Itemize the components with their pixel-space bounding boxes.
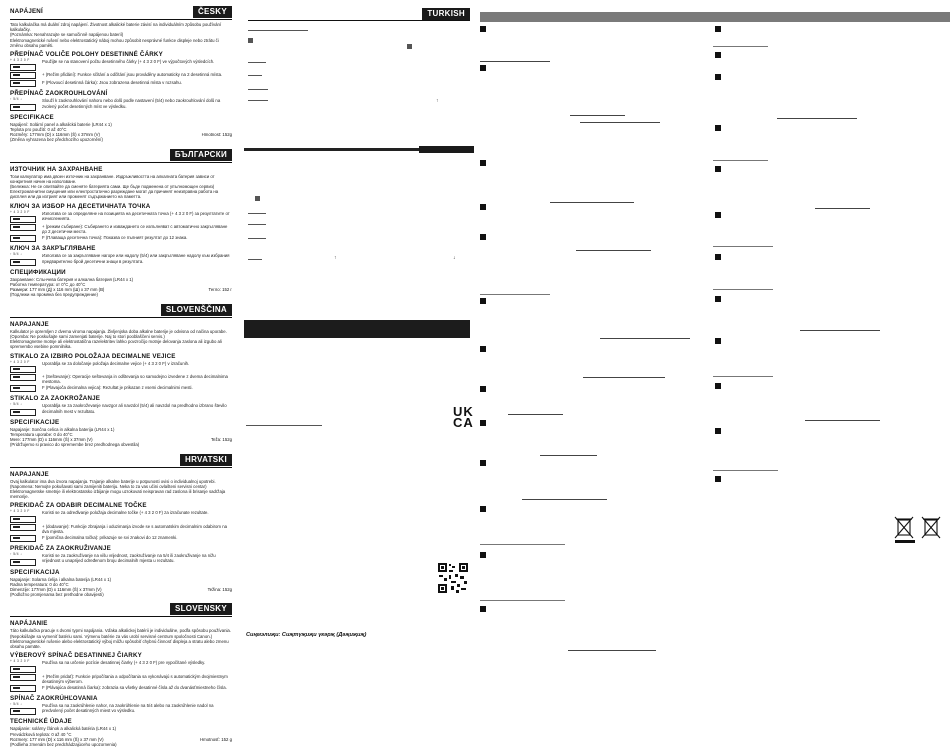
rounding-switch-icon: [10, 708, 36, 715]
decimal-switch-icon: [10, 224, 36, 231]
note: Elektromagnetne motnje ali elektrostatična razelektritev lahko povzročijo motnje delovanja zaslona ali izgubo ali spremembo vsebine pomnilnika.: [10, 339, 222, 350]
section-heading: SPECIFIKACIJE: [10, 418, 60, 426]
spec-size: Rozměry: 177mm (D) x 116mm (Š) x 37mm (V): [10, 132, 100, 138]
note: Elektromagnetické rušení nebo elektrostatický náboj mohou způsobit nesprávné funkce displeje nebo ztrátu či změnu obsahu paměti.: [10, 37, 219, 48]
decimal-switch-icon: [10, 72, 36, 79]
switch-illustration: [10, 72, 38, 79]
rounding-switch-icon: [10, 559, 36, 566]
switch-row: [10, 535, 232, 542]
language-tag: SLOVENSKY: [170, 603, 232, 615]
text-line: [570, 115, 625, 116]
bullet-icon: [715, 74, 721, 80]
spec-note: (Подлежи на промяна без предупреждение): [10, 292, 98, 298]
footer-note: Сиңмэлиҗи: Сиҗтүҗиҗи үкәрҗ (Дәҗиҗиҗ): [246, 632, 367, 638]
spec-line: Napájanie: solárny článok a alkalická batéria (LR44 x 1): [10, 726, 117, 732]
paragraph: Použijte se na stanovení počtu desetinného čárky (+ 4 3 2 0 F) ve výpočtových výsledcích.: [42, 59, 215, 65]
weee-disposal-icon: [892, 514, 946, 546]
switch-row: [10, 59, 232, 71]
text-line: [508, 414, 563, 415]
bullet-icon: [715, 338, 721, 344]
text-line: [248, 89, 268, 90]
section-heading: КЛЮЧ ЗА ЗАКРЪГЛЯВАНЕ: [10, 245, 96, 253]
section-slovak: [0, 603, 238, 747]
paragraph: Slouží k zaokrouhlování nahoru nebo dolů podle nastavení (5/4) nebo zaokrouhlování dolů na zvolený počet desetinných míst ve výsledku.: [42, 98, 221, 109]
section-heading: PŘEPÍNAČ VOLIČE POLOHY DESETINNÉ ČÁRKY: [10, 51, 163, 59]
text-line: [568, 650, 656, 651]
switch-illustration: [10, 235, 38, 242]
switch-row: [10, 361, 232, 373]
spec-line: Napajanje: Solarna ćelija i alkalna baterija (LR44 x 1): [10, 576, 112, 582]
bullet-icon: [715, 476, 721, 482]
section-heading: PŘEPÍNAČ ZAOKROUHLOVÁNÍ: [10, 90, 108, 98]
switch-illustration: [10, 553, 38, 565]
spec-weight: Teža: 152g: [210, 437, 232, 443]
switch-illustration: [10, 524, 38, 531]
spec-weight: Hmotnost: 152g: [201, 132, 232, 138]
spec-line: Radna temperatura: 0 do 40°C: [10, 581, 69, 587]
bullet-icon: [715, 212, 721, 218]
section-croatian: [0, 454, 238, 598]
section-heading: PREKIDAČ ZA ZAOKRUŽIVANJE: [10, 545, 111, 553]
section-heading: PREKIDAČ ZA ODABIR DECIMALNE TOČKE: [10, 502, 147, 510]
switch-positions: + 4 3 2 0 F: [10, 359, 30, 364]
language-band: [10, 6, 232, 20]
bullet-icon: [480, 204, 486, 210]
paragraph: Tato kalkulačka má duální zdroj napájení. Životnost alkalické baterie závisí na individuálním způsobu používání kalkulačky.: [10, 22, 222, 33]
bullet-icon: [715, 383, 721, 389]
switch-positions: + 4 3 2 0 F: [10, 58, 30, 63]
round-down-icon: ↓: [453, 255, 456, 261]
ukca-mark: [453, 406, 474, 428]
decimal-switch-icon: [10, 374, 36, 381]
switch-row: [10, 72, 232, 79]
note: Elektromagnetske smetnje ili elektrostatsko izbijanje mogu uzrokovati neispravan rad zaslona ili brisanje sadržaja memorije.: [10, 488, 226, 500]
bullet-icon: [480, 506, 486, 512]
language-band: [10, 603, 232, 617]
switch-illustration: [10, 59, 38, 71]
paragraph: Koristi se za zaokruživanje na višu vrijednost, zaokruživanje na 5/4 ili zaokruživanje na nižu vrijednost u unaprijed određenom broju decimalnih mjesta u rezultatu.: [42, 553, 216, 564]
spec-note: (Změna vyhrazena bez předchozího upozornění): [10, 137, 103, 143]
text-line: [480, 544, 565, 545]
text-line: [540, 455, 597, 456]
paragraph: Този калкулатор има двоен източник на захранване. Издръжливостта на алкалната батерия зависи от конкретния начин на използване.: [10, 173, 215, 184]
paragraph: Kalkulator je opremljen z dvema viroma napajanja. Življenjska doba alkalne baterije je odvisna od načina uporabe.: [10, 328, 227, 334]
multilingual-column-middle: [244, 0, 474, 672]
section-heading: NAPAJANJE: [10, 320, 49, 328]
spec-line: Napájení: Solární panel a alkalická baterie (LR44 x 1): [10, 121, 112, 127]
switch-illustration: [10, 685, 38, 692]
button-icon: [407, 44, 412, 49]
switch-row: [10, 660, 232, 672]
switch-positions: ↑ 5/4 ↓: [10, 552, 23, 557]
switch-positions: + 4 3 2 0 F: [10, 659, 30, 664]
section-heading: SPECIFIKACE: [10, 113, 54, 121]
language-tag: TURKISH: [422, 8, 470, 20]
spec-note: (Podložno promjenama bez prethodne obavijesti): [10, 592, 104, 598]
bullet-icon: [715, 296, 721, 302]
decimal-switch-icon: [10, 216, 36, 223]
spec-size: Rozmery: 177 mm (D) x 116 mm (Š) x 37 mm (V): [10, 736, 104, 742]
bullet-icon: [715, 125, 721, 131]
switch-illustration: [10, 403, 38, 415]
language-band: [10, 304, 232, 318]
switch-row: [10, 703, 232, 715]
section-heading: SPECIFIKACIJA: [10, 568, 60, 576]
multilingual-column-right: [480, 0, 950, 672]
switch-row: [10, 553, 232, 565]
text-line: [480, 600, 565, 601]
bullet-icon: [715, 52, 721, 58]
round-up-icon: ↑: [436, 98, 439, 104]
spec-size: Размери: 177 mm (Д) x 116 mm (Ш) x 37 mm (В): [10, 287, 105, 293]
bullet-icon: [480, 460, 486, 466]
switch-illustration: [10, 224, 38, 231]
bullet-icon: [480, 420, 486, 426]
paragraph: Používa sa na určenie pozície desatinnej čiarky (+ 4 3 2 0 F) pre vypočítané výsledky.: [42, 660, 206, 666]
text-line: [713, 160, 768, 161]
text-line: [583, 377, 665, 378]
text-line: [248, 100, 268, 101]
spec-weight: Težina: 152g: [207, 586, 232, 592]
text-line: [815, 208, 870, 209]
decimal-switch-icon: [10, 666, 36, 673]
paragraph: Ovaj kalkulator ima dva izvora napajanja. Trajanje alkalne baterije u potpunosti ovisi o individualnoj upotrebi.: [10, 478, 216, 484]
language-band: [10, 149, 232, 163]
bullet-icon: [480, 606, 486, 612]
spec-line: Захранване: Слънчева батерия и алкална батерия (LR44 x 1): [10, 276, 134, 282]
language-band: [10, 454, 232, 468]
text-line: [777, 118, 857, 119]
section-heading: NAPÁJENÍ: [10, 8, 43, 15]
switch-illustration: [10, 674, 38, 681]
paragraph: + (Režim přidání): Funkce sčítání a odčítání jsou prováděny automaticky na 2 desetinná místa.: [42, 72, 223, 78]
section-czech: [0, 6, 238, 143]
note: (Opomba: Ne poskušajte sami zamenjati baterije. Naj to stori pooblaščeni servis.): [10, 333, 165, 339]
paragraph: + (Režim pridať): Funkcie pripočítania a odpočítania sa vykonávajú s automatickým dvojmiestnym desatinným výberom.: [42, 673, 228, 684]
section-bulgarian: [0, 149, 238, 298]
round-up-icon: ↑: [334, 255, 337, 261]
language-header-block: [244, 320, 470, 338]
switch-row: [10, 211, 232, 223]
switch-illustration: [10, 510, 38, 522]
switch-illustration: [10, 374, 38, 381]
text-line: [713, 470, 778, 471]
switch-row: [10, 80, 232, 87]
switch-illustration: [10, 535, 38, 542]
spec-line: Работна температура: от 0°C до 40°C: [10, 282, 86, 288]
switch-illustration: [10, 660, 38, 672]
language-tag-bar: [419, 146, 474, 153]
switch-row: [10, 374, 232, 384]
text-line: [480, 61, 550, 62]
language-band: [248, 8, 470, 21]
spec-line: Napajanje: Sončna celica in alkalna baterija (LR44 x 1): [10, 426, 115, 432]
bullet-icon: [715, 428, 721, 434]
switch-illustration: [10, 211, 38, 223]
paragraph: F (Plávajúca desatinná čiarka): zobrazia sa všetky desatinné čísla až do dvanásťmiestneho čísla.: [42, 685, 227, 690]
paragraph: F (Plovoucí desetinná čárka): Jsou zobrazena desetinná místa v rozsahu.: [42, 80, 182, 86]
note: (Poznámka: Nenahrazujte se samočinně napájenou baterií): [10, 32, 124, 38]
button-icon: [255, 196, 260, 201]
decimal-switch-icon: [10, 535, 36, 542]
language-header-bar: [480, 12, 950, 22]
switch-row: [10, 685, 232, 692]
switch-positions: ↑ 5/4 ↓: [10, 402, 23, 407]
switch-row: [10, 510, 232, 522]
text-line: [248, 238, 266, 239]
multilingual-column-left: [0, 0, 238, 747]
paragraph: + (режим събиране): Събирането и изваждането се изпълняват с автоматично закръгляване до 2 десетични места.: [42, 224, 228, 235]
text-line: [800, 330, 880, 331]
bullet-icon: [480, 234, 486, 240]
decimal-switch-icon: [10, 366, 36, 373]
paragraph: Използва се за определяне на позицията на десетичната точка (+ 4 3 2 0 F) за резултатите от изчисленията.: [42, 210, 230, 221]
section-slovenian: [0, 304, 238, 448]
switch-illustration: [10, 80, 38, 87]
qr-code-icon: [437, 562, 469, 594]
section-heading: STIKALO ZA IZBIRO POLOŽAJA DECIMALNE VEJICE: [10, 352, 176, 360]
bullet-icon: [480, 160, 486, 166]
switch-row: [10, 403, 232, 415]
switch-positions: ↑ 5/4 ↓: [10, 252, 23, 257]
text-line: [480, 294, 550, 295]
note: Електромагнитни смущения или електростатично разреждане могат да причинят неизправна работа на дисплея или да изтрият или променят съдържанието на паметта.: [10, 189, 219, 200]
note: (Nepokúšajte sa vymeniť batériu sami. Výmenu batérie za vás urobí servisné centrum spoločnosti Canon.): [10, 633, 213, 639]
language-tag: ČESKY: [193, 6, 232, 18]
text-line: [248, 259, 262, 260]
text-line: [248, 213, 266, 214]
ukca-mark-top: UK: [453, 404, 474, 419]
switch-row: [10, 98, 232, 110]
text-line: [713, 246, 773, 247]
switch-row: [10, 385, 232, 392]
paragraph: Táto kalkulačka pracuje s dvomi typmi napájania. Vďaka alkalickej batérii je individuálne, podľa spôsobu používania.: [10, 628, 232, 634]
text-line: [248, 30, 308, 31]
bullet-icon: [480, 346, 486, 352]
rounding-switch-icon: [10, 104, 36, 111]
switch-row: [10, 235, 232, 242]
rounding-switch-icon: [10, 409, 36, 416]
section-heading: NAPÁJANIE: [10, 620, 48, 628]
bullet-icon: [715, 254, 721, 260]
decimal-switch-icon: [10, 516, 36, 523]
decimal-switch-icon: [10, 385, 36, 392]
spec-line: Temperatura uporabe: 0 do 40°C: [10, 431, 73, 437]
paragraph: F (Plavajoča decimalna vejica): Rezultat je prikazan z vsemi decimalnimi mesti.: [42, 385, 193, 391]
section-heading: VÝBEROVÝ SPÍNAČ DESATINNEJ ČIARKY: [10, 652, 142, 660]
section-heading: STIKALO ZA ZAOKROŽANJE: [10, 395, 101, 403]
spec-note: (Podlieha zmenám bez predchádzajúceho upozornenia): [10, 742, 117, 747]
decimal-switch-icon: [10, 80, 36, 87]
paragraph: Uporablja se za določanje položaja decimalne vejice (+ 4 3 2 0 F) v izračunih.: [42, 360, 190, 366]
spec-size: Mere: 177mm (D) x 116mm (Š) x 37mm (V): [10, 437, 93, 443]
text-line: [246, 425, 322, 426]
text-line: [522, 499, 607, 500]
note: (Бележка: Не се опитвайте да сменяте батерията сами. Ще бъде подменена от упълномощен сервиз): [10, 184, 215, 190]
decimal-switch-icon: [10, 685, 36, 692]
section-heading: TECHNICKÉ ÚDAJE: [10, 718, 72, 726]
text-line: [248, 224, 266, 225]
decimal-switch-icon: [10, 524, 36, 531]
decimal-switch-icon: [10, 64, 36, 71]
bullet-icon: [480, 552, 486, 558]
spec-size: Dimenzije: 177mm (D) x 116mm (Š) x 37mm (V): [10, 586, 102, 592]
bullet-icon: [248, 38, 253, 43]
text-line: [805, 420, 880, 421]
spec-weight: Hmotnosť: 152 g: [200, 736, 232, 742]
section-heading: КЛЮЧ ЗА ИЗБОР НА ДЕСЕТИЧНАТА ТОЧКА: [10, 202, 151, 210]
text-line: [713, 289, 773, 290]
bullet-icon: [480, 386, 486, 392]
switch-illustration: [10, 253, 38, 265]
text-line: [713, 46, 768, 47]
decimal-switch-icon: [10, 235, 36, 242]
language-tag: HRVATSKI: [180, 454, 232, 466]
section-heading: ИЗТОЧНИК НА ЗАХРАНВАНЕ: [10, 165, 103, 173]
switch-row: [10, 524, 232, 534]
paragraph: F (pomična decimalna točka): prikazuje se svi znakovi do 12 znamenki.: [42, 535, 178, 541]
switch-illustration: [10, 703, 38, 715]
paragraph: Използва се за закръгляване нагоре или надолу (5/4) или закръгляване надолу към избрания предварително брой десетични знаци в резултата.: [42, 253, 230, 264]
text-line: [550, 202, 634, 203]
bullet-icon: [715, 26, 721, 32]
note: Elektromagnetické rušenie alebo elektrostatický výboj môžu spôsobiť chybnú činnosť displeja a stratu alebo zmenu obsahu pamäte.: [10, 638, 229, 649]
text-line: [713, 376, 773, 377]
paragraph: Koristi se za određivanje položaja decimalne točke (+ 4 3 2 0 F) za izračunate rezultate.: [42, 510, 209, 516]
paragraph: Uporablja se za zaokroževanje navzgor ali navzdol (5/4) ali navzdol na predhodno izbrano število decimalnih mest v rezultatu.: [42, 403, 227, 414]
switch-positions: ↑ 5/4 ↓: [10, 702, 23, 706]
paragraph: + (dodavanje): Funkcije zbrajanja i oduzimanja izvode se s automatskim decimalnim odabirom na dva mjesta.: [42, 523, 227, 534]
switch-illustration: [10, 98, 38, 110]
spec-line: Teplota pro použití: 0 až 40°C: [10, 127, 67, 133]
switch-row: [10, 224, 232, 234]
bullet-icon: [715, 166, 721, 172]
language-tag: SLOVENŠČINA: [161, 304, 232, 316]
spec-line: Prevádzková teplota: 0 až 40 °C: [10, 731, 72, 737]
ukca-mark-bottom: CA: [453, 415, 474, 430]
section-heading: СПЕЦИФИКАЦИИ: [10, 268, 66, 276]
paragraph: + (Seštevanje): Operacije seštevanja in odštevanja so samodejno izvedene z dvema decimalnima mestoma.: [42, 373, 228, 385]
text-line: [580, 122, 660, 123]
bullet-icon: [480, 26, 486, 32]
text-line: [600, 338, 690, 339]
switch-positions: + 4 3 2 0 F: [10, 509, 30, 514]
language-tag: БЪЛГАРСКИ: [170, 149, 232, 161]
bullet-icon: [480, 65, 486, 71]
decimal-switch-icon: [10, 674, 36, 681]
spec-note: (Pridržujemo si pravico do spremembe brez predhodnega obvestila): [10, 442, 140, 448]
rounding-switch-icon: [10, 259, 36, 266]
switch-positions: ↑ 5/4 ↓: [10, 97, 23, 102]
note: (Napomena: Nemojte pokušavati sami zamijeniti bateriju. Neka to za vas učini ovlašteni servisni centar): [10, 483, 207, 489]
switch-illustration: [10, 361, 38, 373]
text-line: [576, 250, 651, 251]
section-heading: SPÍNAČ ZAOKRÚHĽOVANIA: [10, 695, 98, 702]
switch-illustration: [10, 385, 38, 392]
paragraph: F (Плаваща десетична точка): Показва се пълният резултат до 12 знака.: [42, 235, 188, 241]
text-line: [248, 62, 266, 63]
switch-row: [10, 674, 232, 684]
text-line: [248, 75, 262, 76]
paragraph: Používa sa na zaokrúhlenie nahor, na zaokrúhlenie na 5/4 alebo na zaokrúhlenie nadol na predvolený počet desatinných miest vo výsledku.: [42, 703, 214, 714]
bullet-icon: [480, 298, 486, 304]
switch-positions: + 4 3 2 0 F: [10, 209, 30, 214]
switch-row: [10, 253, 232, 265]
section-heading: NAPAJANJE: [10, 470, 49, 478]
spec-weight: Тегло: 152 г: [208, 287, 232, 293]
